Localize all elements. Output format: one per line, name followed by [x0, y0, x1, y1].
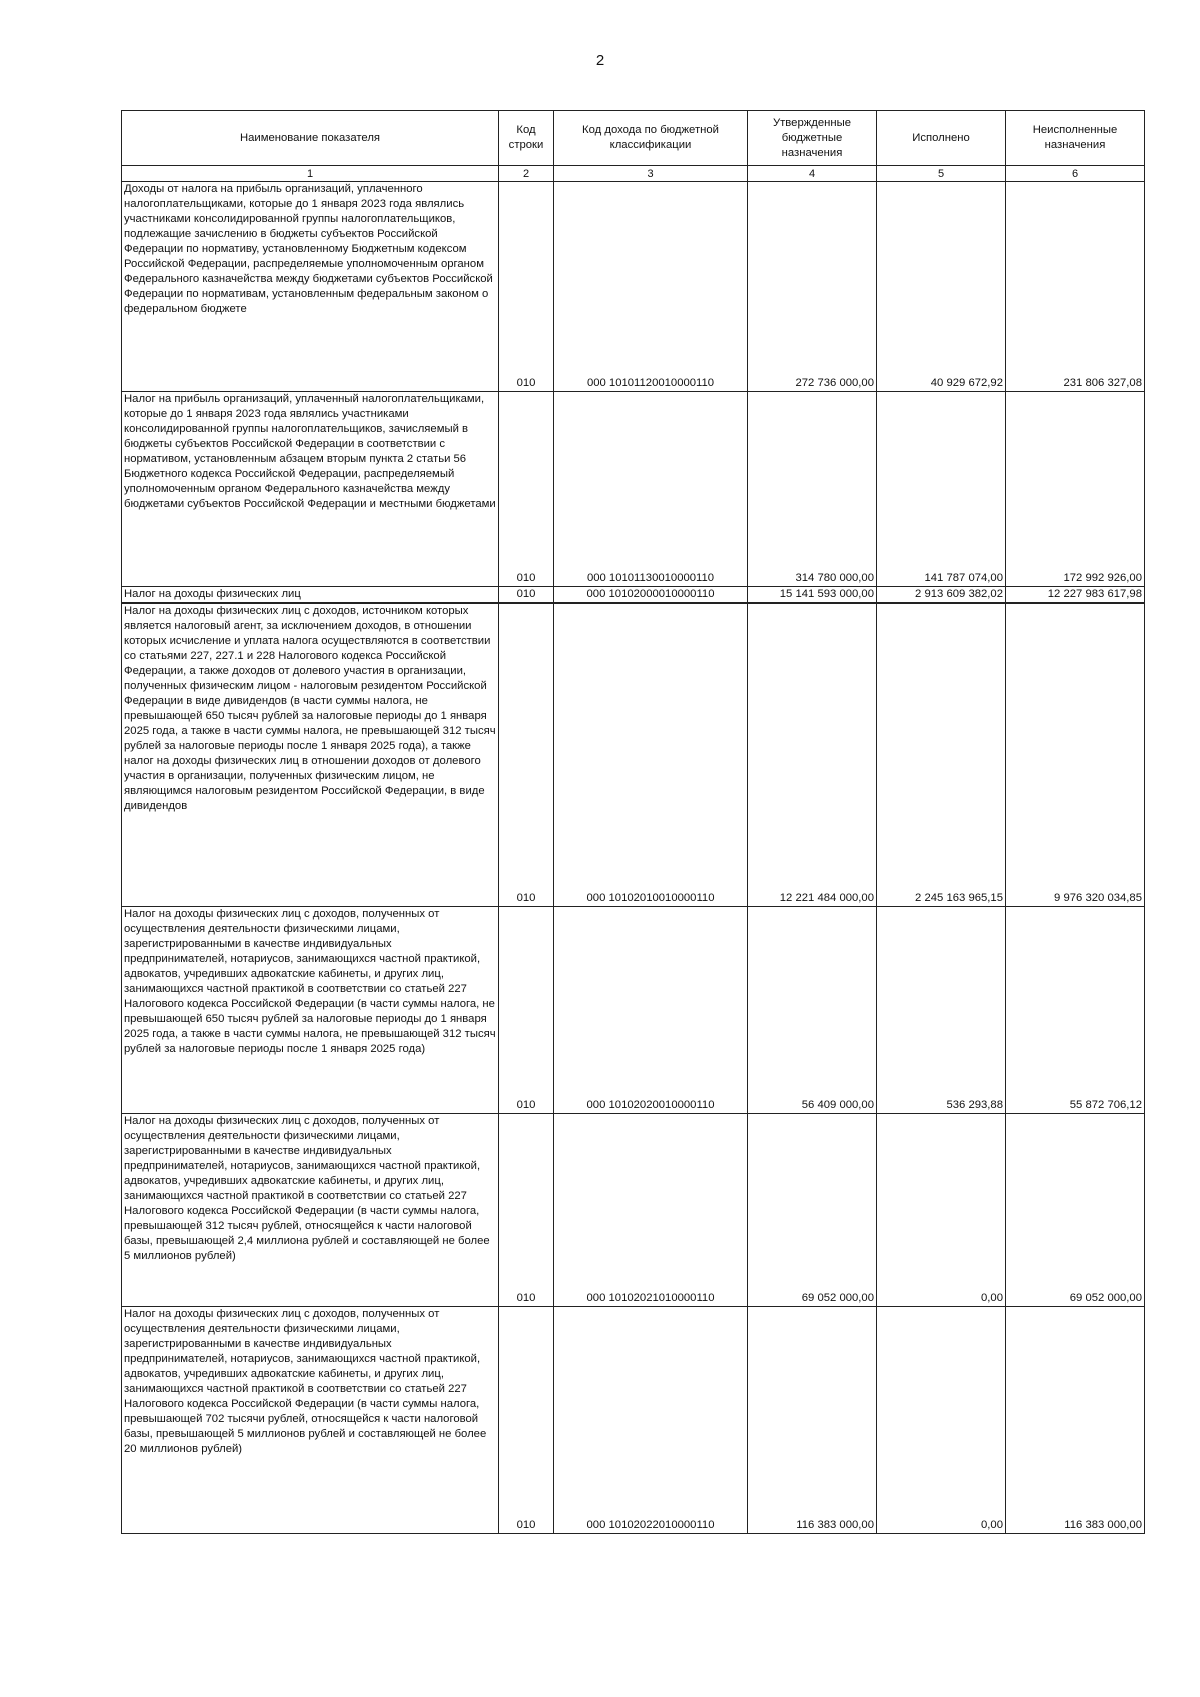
header-kbk: Код дохода по бюджетной классификации — [554, 111, 748, 166]
column-number: 2 — [499, 166, 554, 182]
income-code: 000 10102020010000110 — [554, 906, 748, 1113]
header-executed: Исполнено — [877, 111, 1006, 166]
unexecuted-amount: 116 383 000,00 — [1006, 1306, 1145, 1533]
header-name: Наименование показателя — [122, 111, 499, 166]
executed-amount: 141 787 074,00 — [877, 392, 1006, 587]
approved-amount: 56 409 000,00 — [748, 906, 877, 1113]
line-code: 010 — [499, 1306, 554, 1533]
table-row — [122, 392, 1145, 587]
executed-amount: 2 913 609 382,02 — [877, 587, 1006, 604]
executed-amount: 40 929 672,92 — [877, 182, 1006, 392]
column-number: 3 — [554, 166, 748, 182]
indicator-name: Налог на доходы физических лиц с доходов, полученных от осуществления деятельности физическими лицами, зарегистрированными в качестве индивидуальных предпринимателей, нотариусов, занимающихся частной практикой, адвокатов, учредивших адвокатские кабинеты, и других лиц, занимающихся частной практикой в соответствии со статьей 227 Налогового кодекса Российской Федерации (в части суммы налога, не превышающей 650 тысяч рублей за налоговые периоды до 1 января 2025 года, а также в части суммы налога, не превышающей 312 тысяч рублей за налоговые периоды после 1 января 2025 года) — [122, 906, 499, 1113]
line-code: 010 — [499, 182, 554, 392]
line-code: 010 — [499, 1113, 554, 1306]
line-code: 010 — [499, 392, 554, 587]
page-number: 2 — [595, 52, 605, 69]
executed-amount: 0,00 — [877, 1113, 1006, 1306]
unexecuted-amount: 9 976 320 034,85 — [1006, 603, 1145, 906]
income-code: 000 10102000010000110 — [554, 587, 748, 604]
line-code: 010 — [499, 603, 554, 906]
income-code: 000 10102022010000110 — [554, 1306, 748, 1533]
line-code: 010 — [499, 906, 554, 1113]
unexecuted-amount: 69 052 000,00 — [1006, 1113, 1145, 1306]
income-code: 000 10102010010000110 — [554, 603, 748, 906]
unexecuted-amount: 172 992 926,00 — [1006, 392, 1145, 587]
indicator-name: Налог на прибыль организаций, уплаченный налогоплательщиками, которые до 1 января 2023 года являлись участниками консолидированной группы налогоплательщиков, зачисляемый в бюджеты субъектов Российской Федерации в соответствии с нормативом, установленным абзацем вторым пункта 2 статьи 56 Бюджетного кодекса Российской Федерации, распределяемый уполномоченным органом Федерального казначейства между бюджетами субъектов Российской Федерации и местными бюджетами — [122, 392, 499, 587]
header-unexecuted: Неисполненные назначения — [1006, 111, 1145, 166]
unexecuted-amount: 231 806 327,08 — [1006, 182, 1145, 392]
column-number-row — [122, 166, 1145, 182]
column-number: 4 — [748, 166, 877, 182]
table-row — [122, 587, 1145, 604]
column-number: 5 — [877, 166, 1006, 182]
table-row — [122, 1306, 1145, 1533]
table-row — [122, 906, 1145, 1113]
unexecuted-amount: 55 872 706,12 — [1006, 906, 1145, 1113]
table-row — [122, 1113, 1145, 1306]
executed-amount: 2 245 163 965,15 — [877, 603, 1006, 906]
budget-execution-table — [121, 110, 1145, 1534]
header-code: Код строки — [499, 111, 554, 166]
approved-amount: 116 383 000,00 — [748, 1306, 877, 1533]
executed-amount: 0,00 — [877, 1306, 1006, 1533]
header-row — [122, 111, 1145, 166]
income-code: 000 10101130010000110 — [554, 392, 748, 587]
column-number: 6 — [1006, 166, 1145, 182]
indicator-name: Доходы от налога на прибыль организаций, уплаченного налогоплательщиками, которые до 1 января 2023 года являлись участниками консолидированной группы налогоплательщиков, подлежащие зачислению в бюджеты субъектов Российской Федерации по нормативу, установленному Бюджетным кодексом Российской Федерации, распределяемые уполномоченным органом Федерального казначейства между бюджетами субъектов Российской Федерации по нормативам, установленным федеральным законом о федеральном бюджете — [122, 182, 499, 392]
table-row — [122, 182, 1145, 392]
column-number: 1 — [122, 166, 499, 182]
approved-amount: 69 052 000,00 — [748, 1113, 877, 1306]
approved-amount: 12 221 484 000,00 — [748, 603, 877, 906]
indicator-name: Налог на доходы физических лиц — [122, 587, 499, 604]
approved-amount: 15 141 593 000,00 — [748, 587, 877, 604]
indicator-name: Налог на доходы физических лиц с доходов, полученных от осуществления деятельности физическими лицами, зарегистрированными в качестве индивидуальных предпринимателей, нотариусов, занимающихся частной практикой, адвокатов, учредивших адвокатские кабинеты, и других лиц, занимающихся частной практикой в соответствии со статьей 227 Налогового кодекса Российской Федерации (в части суммы налога, превышающей 702 тысячи рублей, относящейся к части налоговой базы, превышающей 5 миллионов рублей и составляющей не более 20 миллионов рублей) — [122, 1306, 499, 1533]
header-approved: Утвержденные бюджетные назначения — [748, 111, 877, 166]
table-row — [122, 603, 1145, 906]
indicator-name: Налог на доходы физических лиц с доходов, источником которых является налоговый агент, за исключением доходов, в отношении которых исчисление и уплата налога осуществляются в соответствии со статьями 227, 227.1 и 228 Налогового кодекса Российской Федерации, а также доходов от долевого участия в организации, полученных физическим лицом - налоговым резидентом Российской Федерации в виде дивидендов (в части суммы налога, не превышающей 650 тысяч рублей за налоговые периоды до 1 января 2025 года, а также в части суммы налога, не превышающей 312 тысяч рублей за налоговые периоды после 1 января 2025 года), а также налог на доходы физических лиц в отношении доходов от долевого участия в организации, полученных физическим лицом, не являющимся налоговым резидентом Российской Федерации, в виде дивидендов — [122, 603, 499, 906]
line-code: 010 — [499, 587, 554, 604]
approved-amount: 272 736 000,00 — [748, 182, 877, 392]
income-code: 000 10101120010000110 — [554, 182, 748, 392]
indicator-name: Налог на доходы физических лиц с доходов, полученных от осуществления деятельности физическими лицами, зарегистрированными в качестве индивидуальных предпринимателей, нотариусов, занимающихся частной практикой, адвокатов, учредивших адвокатские кабинеты, и других лиц, занимающихся частной практикой в соответствии со статьей 227 Налогового кодекса Российской Федерации (в части суммы налога, превышающей 312 тысяч рублей, относящейся к части налоговой базы, превышающей 2,4 миллиона рублей и составляющей не более 5 миллионов рублей) — [122, 1113, 499, 1306]
executed-amount: 536 293,88 — [877, 906, 1006, 1113]
income-code: 000 10102021010000110 — [554, 1113, 748, 1306]
approved-amount: 314 780 000,00 — [748, 392, 877, 587]
unexecuted-amount: 12 227 983 617,98 — [1006, 587, 1145, 604]
